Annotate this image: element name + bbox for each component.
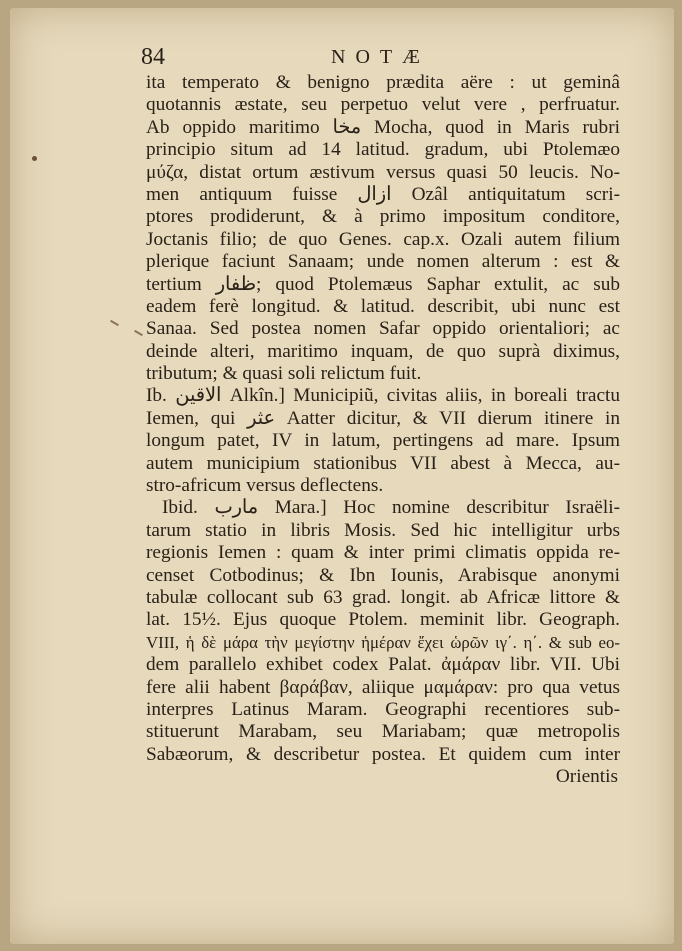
text-line: principio situm ad 14 latitud. gradum, ubi Ptolemæo	[146, 139, 620, 161]
text-line: lat. 15½. Ejus quoque Ptolem. meminit libr. Geograph.	[146, 609, 620, 631]
text-line: fere alii habent βαράβαν, aliique μαμάραν: pro qua vetus	[146, 676, 620, 698]
text-line: deinde alteri, maritimo inquam, de quo suprà diximus,	[146, 340, 620, 362]
text-line: stituerunt Marabam, seu Mariabam; quæ metropolis	[146, 721, 620, 743]
text-line: VIII, ἡ δὲ μάρα τὴν μεγίστην ἡμέραν ἔχει ὡρῶν ιγ΄. η΄. & sub eo-	[146, 632, 620, 652]
page-number: 84	[141, 44, 165, 70]
text-line: autem municipium stationibus VII abest à Mecca, au-	[146, 452, 620, 474]
text-line: ita temperato & benigno prædita aëre : ut geminâ	[146, 72, 620, 93]
text-line: tarum statio in libris Mosis. Sed hic intelligitur urbs	[146, 519, 620, 541]
text-line: Iemen, qui عثر Aatter dicitur, & VII dierum itinere in	[146, 407, 620, 429]
text-line: μύζα, distat ortum æstivum versus quasi 50 leucis. No-	[146, 161, 620, 183]
text-line: men antiquum fuisse ازال Ozâl antiquitatum scri-	[146, 183, 620, 205]
ink-spot	[32, 156, 37, 161]
text-line: Ab oppido maritimo مخا Mocha, quod in Maris rubri	[146, 116, 620, 138]
text-line: tributum; & quasi soli relictum fuit.	[146, 363, 422, 385]
text-line: eadem ferè longitud. & latitud. describit, ubi nunc est	[146, 295, 620, 317]
text-line: Sabæorum, & describetur postea. Et quidem cum inter	[146, 743, 620, 765]
text-line: censet Cotbodinus; & Ibn Iounis, Arabisque anonymi	[146, 564, 620, 586]
text-line: interpres Latinus Maram. Geographi recentiores sub-	[146, 698, 620, 720]
text-line: Ibid. مارب Mara.] Hoc nomine describitur Israëli-	[162, 497, 620, 519]
running-head: NOTÆ	[331, 46, 430, 68]
text-line: dem parallelo exhibet codex Palat. ἀμάραν libr. VII. Ubi	[146, 654, 620, 676]
text-line: regionis Iemen : quam & inter primi climatis oppida re-	[146, 542, 620, 564]
text-line: Joctanis filio; de quo Genes. cap.x. Ozali autem filium	[146, 228, 620, 250]
margin-mark	[134, 330, 143, 336]
page-header	[141, 44, 621, 72]
text-line: stro-africum versus deflectens.	[146, 475, 384, 497]
body-text	[146, 72, 620, 789]
margin-mark	[110, 320, 119, 326]
text-line: ptores prodiderunt, & à primo impositum conditore,	[146, 206, 620, 228]
text-line: plerique faciunt Sanaam; unde nomen alterum : est &	[146, 251, 620, 273]
text-line: Ib. الاقين Alkîn.] Municipiũ, civitas aliis, in boreali tractu	[146, 385, 621, 407]
text-line: longum patet, IV in latum, pertingens ad mare. Ipsum	[146, 430, 620, 452]
catchword: Orientis	[555, 766, 618, 788]
text-line: Sanaa. Sed postea nomen Safar oppido orientaliori; ac	[146, 318, 620, 340]
text-line: tabulæ collocant sub 63 grad. longit. ab Africæ littore &	[146, 586, 620, 608]
text-line: tertium ظفار; quod Ptolemæus Saphar extulit, ac sub	[146, 273, 620, 295]
text-line: quotannis æstate, seu perpetuo velut vere , perfruatur.	[146, 94, 620, 116]
